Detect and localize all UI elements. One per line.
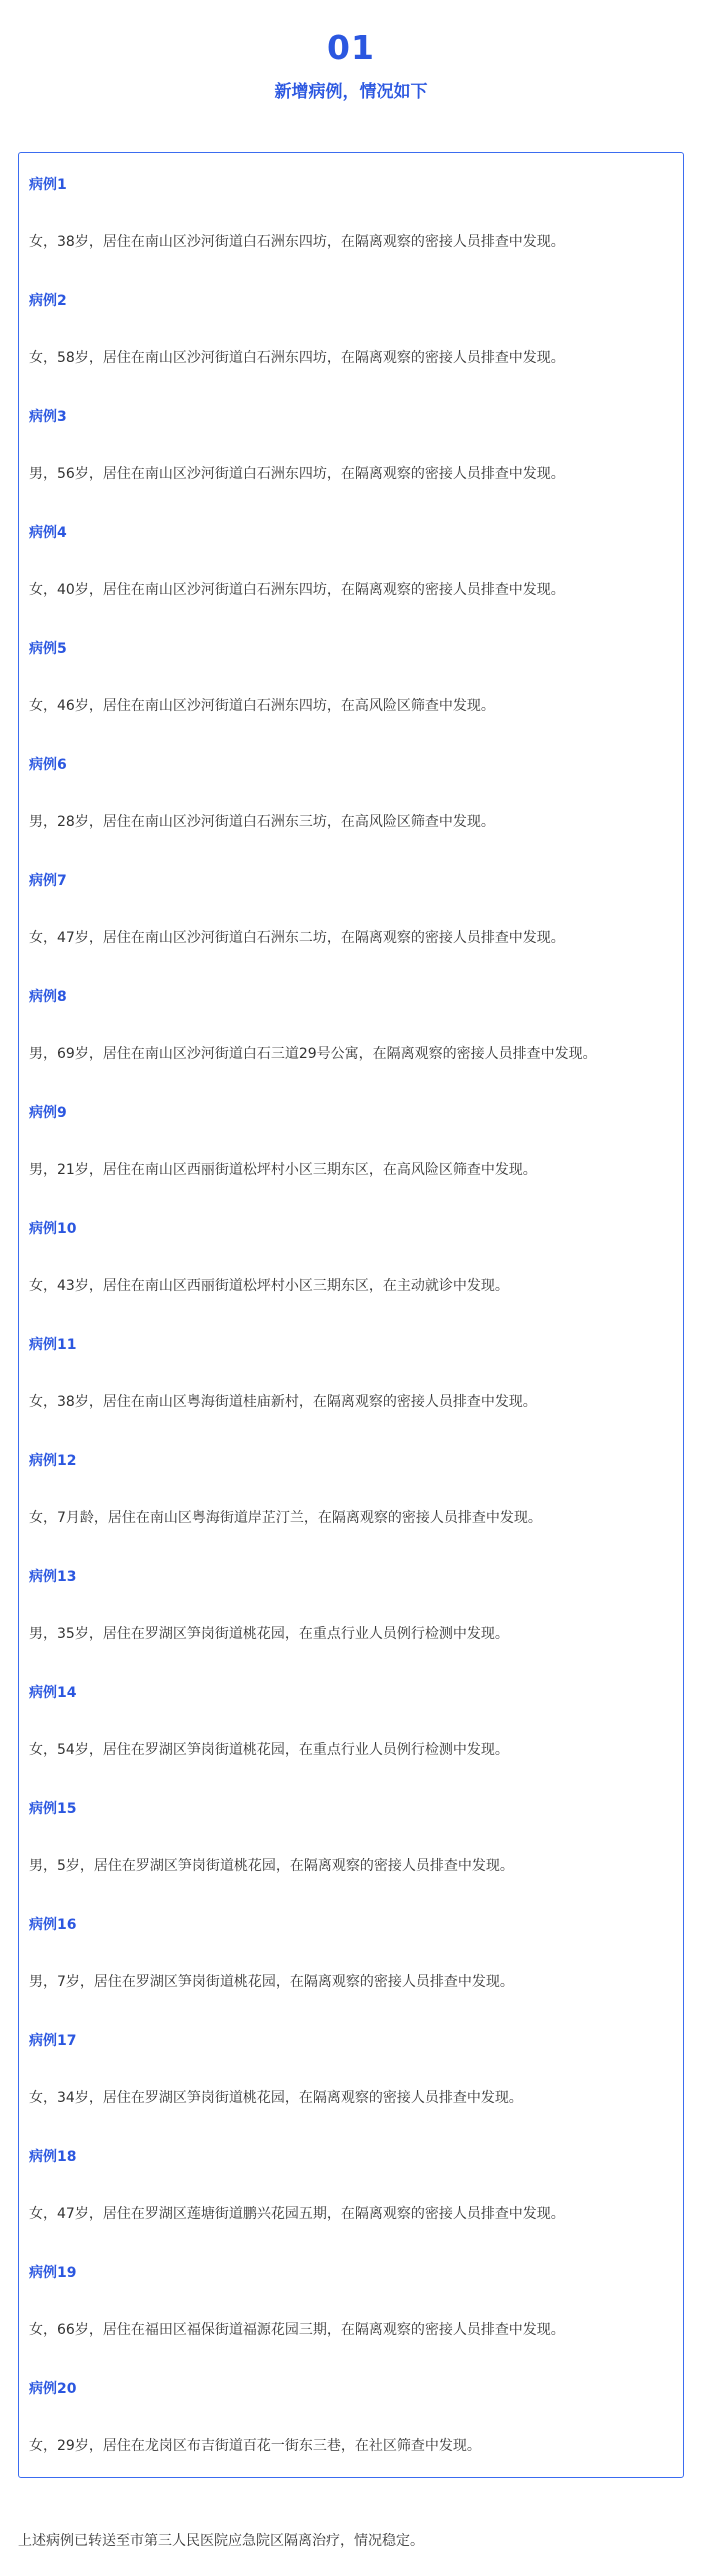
- case-item: [29, 291, 683, 407]
- case-label: 病例17: [29, 2033, 77, 2049]
- section-number: 01: [327, 28, 375, 67]
- case-description: 女，46岁，居住在南山区沙河街道白石洲东四坊，在高风险区筛查中发现。: [29, 698, 495, 714]
- case-description: 女，66岁，居住在福田区福保街道福源花园三期，在隔离观察的密接人员排查中发现。: [29, 2322, 565, 2338]
- case-description: 女，38岁，居住在南山区沙河街道白石洲东四坊，在隔离观察的密接人员排查中发现。: [29, 234, 565, 250]
- case-label: 病例18: [29, 2149, 77, 2165]
- case-label: 病例13: [29, 1569, 77, 1585]
- case-description: 女，29岁，居住在龙岗区布吉街道百花一街东三巷，在社区筛查中发现。: [29, 2438, 481, 2454]
- case-label: 病例6: [29, 757, 67, 773]
- case-item: [29, 1219, 683, 1335]
- footer-note: 上述病例已转送至市第三人民医院应急院区隔离治疗，情况稳定。: [18, 2533, 424, 2549]
- case-label: 病例9: [29, 1105, 67, 1121]
- case-description: 女，7月龄，居住在南山区粤海街道岸芷汀兰，在隔离观察的密接人员排查中发现。: [29, 1510, 542, 1526]
- case-item: [29, 2147, 683, 2263]
- case-label: 病例14: [29, 1685, 77, 1701]
- case-item: [29, 871, 683, 987]
- case-description: 男，28岁，居住在南山区沙河街道白石洲东三坊，在高风险区筛查中发现。: [29, 814, 495, 830]
- case-label: 病例15: [29, 1801, 77, 1817]
- case-label: 病例4: [29, 525, 67, 541]
- case-item: [29, 1683, 683, 1799]
- case-label: 病例16: [29, 1917, 77, 1933]
- case-item: [29, 987, 683, 1103]
- case-label: 病例7: [29, 873, 67, 889]
- section-title: 新增病例，情况如下: [274, 82, 428, 102]
- case-description: 女，38岁，居住在南山区粤海街道桂庙新村，在隔离观察的密接人员排查中发现。: [29, 1394, 537, 1410]
- case-description: 女，43岁，居住在南山区西丽街道松坪村小区三期东区，在主动就诊中发现。: [29, 1278, 509, 1294]
- case-label: 病例10: [29, 1221, 77, 1237]
- case-item: [29, 1451, 683, 1567]
- case-list: [18, 152, 684, 2478]
- case-description: 男，56岁，居住在南山区沙河街道白石洲东四坊，在隔离观察的密接人员排查中发现。: [29, 466, 565, 482]
- case-description: 男，69岁，居住在南山区沙河街道白石三道29号公寓，在隔离观察的密接人员排查中发现。: [29, 1046, 597, 1062]
- case-label: 病例2: [29, 293, 67, 309]
- case-description: 男，35岁，居住在罗湖区笋岗街道桃花园，在重点行业人员例行检测中发现。: [29, 1626, 509, 1642]
- case-description: 女，54岁，居住在罗湖区笋岗街道桃花园，在重点行业人员例行检测中发现。: [29, 1742, 509, 1758]
- case-item: [29, 2263, 683, 2379]
- case-description: 女，34岁，居住在罗湖区笋岗街道桃花园，在隔离观察的密接人员排查中发现。: [29, 2090, 523, 2106]
- case-description: 男，7岁，居住在罗湖区笋岗街道桃花园，在隔离观察的密接人员排查中发现。: [29, 1974, 514, 1990]
- case-item: [29, 2031, 683, 2147]
- case-item: [29, 175, 683, 291]
- case-description: 男，5岁，居住在罗湖区笋岗街道桃花园，在隔离观察的密接人员排查中发现。: [29, 1858, 514, 1874]
- case-label: 病例20: [29, 2381, 77, 2397]
- section-header: [0, 28, 702, 104]
- case-label: 病例5: [29, 641, 67, 657]
- case-item: [29, 2379, 683, 2495]
- case-label: 病例1: [29, 177, 67, 193]
- case-label: 病例11: [29, 1337, 77, 1353]
- case-label: 病例19: [29, 2265, 77, 2281]
- case-item: [29, 1915, 683, 2031]
- case-item: [29, 755, 683, 871]
- case-item: [29, 1103, 683, 1219]
- case-label: 病例8: [29, 989, 67, 1005]
- case-item: [29, 639, 683, 755]
- case-item: [29, 407, 683, 523]
- case-description: 女，47岁，居住在南山区沙河街道白石洲东二坊，在隔离观察的密接人员排查中发现。: [29, 930, 565, 946]
- case-item: [29, 1799, 683, 1915]
- case-description: 男，21岁，居住在南山区西丽街道松坪村小区三期东区，在高风险区筛查中发现。: [29, 1162, 537, 1178]
- case-label: 病例3: [29, 409, 67, 425]
- case-item: [29, 523, 683, 639]
- case-item: [29, 1567, 683, 1683]
- case-description: 女，40岁，居住在南山区沙河街道白石洲东四坊，在隔离观察的密接人员排查中发现。: [29, 582, 565, 598]
- case-description: 女，47岁，居住在罗湖区莲塘街道鹏兴花园五期，在隔离观察的密接人员排查中发现。: [29, 2206, 565, 2222]
- case-item: [29, 1335, 683, 1451]
- case-description: 女，58岁，居住在南山区沙河街道白石洲东四坊，在隔离观察的密接人员排查中发现。: [29, 350, 565, 366]
- case-label: 病例12: [29, 1453, 77, 1469]
